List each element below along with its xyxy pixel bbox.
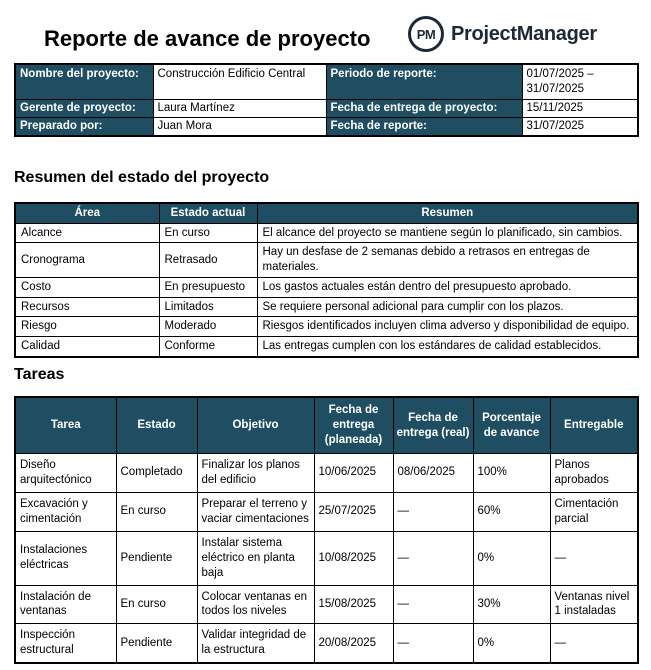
summary-cell: En presupuesto <box>159 277 257 297</box>
info-label: Fecha de entrega de proyecto: <box>326 99 522 117</box>
tasks-cell: Completado <box>116 453 197 492</box>
tasks-header-cell: Objetivo <box>197 397 314 453</box>
summary-cell: Riesgos identificados incluyen clima adverso y disponibilidad de equipo. <box>257 317 638 337</box>
tasks-cell: 100% <box>473 453 550 492</box>
tasks-header-cell: Estado <box>116 397 197 453</box>
tasks-cell: 0% <box>473 624 550 663</box>
info-row <box>15 99 638 117</box>
summary-row <box>15 337 638 357</box>
tasks-cell: Pendiente <box>116 624 197 663</box>
tasks-table <box>14 396 639 664</box>
tasks-cell: 10/06/2025 <box>314 453 393 492</box>
tasks-cell: 25/07/2025 <box>314 492 393 531</box>
info-row <box>15 117 638 135</box>
pm-logo-icon: PM <box>408 16 444 52</box>
info-value: Laura Martínez <box>153 99 326 117</box>
summary-table-body <box>15 223 638 357</box>
tasks-cell: En curso <box>116 492 197 531</box>
info-label: Preparado por: <box>15 117 153 135</box>
summary-cell: Los gastos actuales están dentro del presupuesto aprobado. <box>257 277 638 297</box>
info-value: 15/11/2025 <box>522 99 638 117</box>
info-value: 01/07/2025 – 31/07/2025 <box>522 64 638 99</box>
tasks-cell: — <box>393 585 473 624</box>
info-row <box>15 64 638 99</box>
summary-cell: Las entregas cumplen con los estándares de calidad establecidos. <box>257 337 638 357</box>
info-label: Nombre del proyecto: <box>15 64 153 99</box>
tasks-cell: 10/08/2025 <box>314 531 393 585</box>
summary-header-cell: Resumen <box>257 203 638 223</box>
tasks-row <box>15 531 638 585</box>
tasks-header-cell: Tarea <box>15 397 116 453</box>
summary-cell: Riesgo <box>15 317 159 337</box>
tasks-cell: 0% <box>473 531 550 585</box>
tasks-cell: Instalaciones eléctricas <box>15 531 116 585</box>
tasks-section-heading: Tareas <box>14 365 65 383</box>
tasks-cell: — <box>550 624 638 663</box>
tasks-row <box>15 624 638 663</box>
summary-header-cell: Estado actual <box>159 203 257 223</box>
tasks-row <box>15 492 638 531</box>
tasks-row <box>15 453 638 492</box>
summary-cell: Conforme <box>159 337 257 357</box>
tasks-cell: Ventanas nivel 1 instaladas <box>550 585 638 624</box>
tasks-cell: — <box>393 624 473 663</box>
status-summary-table <box>14 202 639 358</box>
summary-row <box>15 277 638 297</box>
summary-row <box>15 297 638 317</box>
tasks-cell: En curso <box>116 585 197 624</box>
tasks-cell: Validar integridad de la estructura <box>197 624 314 663</box>
summary-cell: Moderado <box>159 317 257 337</box>
tasks-cell: 20/08/2025 <box>314 624 393 663</box>
info-label: Fecha de reporte: <box>326 117 522 135</box>
summary-row <box>15 223 638 243</box>
info-label: Periodo de reporte: <box>326 64 522 99</box>
summary-cell: Calidad <box>15 337 159 357</box>
tasks-cell: 30% <box>473 585 550 624</box>
tasks-cell: Cimentación parcial <box>550 492 638 531</box>
logo-brand-text: ProjectManager <box>451 22 597 45</box>
tasks-cell: Planos aprobados <box>550 453 638 492</box>
tasks-cell: — <box>393 531 473 585</box>
summary-cell: Alcance <box>15 223 159 243</box>
tasks-header-cell: Fecha de entrega (planeada) <box>314 397 393 453</box>
info-label: Gerente de proyecto: <box>15 99 153 117</box>
summary-cell: Hay un desfase de 2 semanas debido a retrasos en entregas de materiales. <box>257 243 638 277</box>
tasks-cell: Preparar el terreno y vaciar cimentaciones <box>197 492 314 531</box>
tasks-cell: 60% <box>473 492 550 531</box>
tasks-cell: Diseño arquitectónico <box>15 453 116 492</box>
tasks-header-row <box>15 397 638 453</box>
project-info-table <box>14 63 639 136</box>
tasks-row <box>15 585 638 624</box>
tasks-cell: Instalar sistema eléctrico en planta baja <box>197 531 314 585</box>
info-table-body <box>15 64 638 135</box>
info-value: Construcción Edificio Central <box>153 64 326 99</box>
info-value: 31/07/2025 <box>522 117 638 135</box>
tasks-header-cell: Entregable <box>550 397 638 453</box>
tasks-cell: Colocar ventanas en todos los niveles <box>197 585 314 624</box>
info-value: Juan Mora <box>153 117 326 135</box>
tasks-cell: 15/08/2025 <box>314 585 393 624</box>
summary-row <box>15 243 638 277</box>
tasks-cell: — <box>393 492 473 531</box>
tasks-table-body <box>15 453 638 663</box>
page-title: Reporte de avance de proyecto <box>44 26 371 51</box>
summary-cell: Recursos <box>15 297 159 317</box>
summary-cell: En curso <box>159 223 257 243</box>
summary-cell: Limitados <box>159 297 257 317</box>
summary-header-row <box>15 203 638 223</box>
tasks-cell: 08/06/2025 <box>393 453 473 492</box>
summary-cell: Retrasado <box>159 243 257 277</box>
tasks-cell: Inspección estructural <box>15 624 116 663</box>
tasks-header-cell: Fecha de entrega (real) <box>393 397 473 453</box>
summary-cell: Costo <box>15 277 159 297</box>
projectmanager-logo <box>408 16 597 52</box>
tasks-header-cell: Porcentaje de avance <box>473 397 550 453</box>
summary-cell: Cronograma <box>15 243 159 277</box>
tasks-cell: — <box>550 531 638 585</box>
summary-section-heading: Resumen del estado del proyecto <box>14 168 270 186</box>
summary-row <box>15 317 638 337</box>
summary-cell: Se requiere personal adicional para cumplir con los plazos. <box>257 297 638 317</box>
summary-header-cell: Área <box>15 203 159 223</box>
tasks-cell: Pendiente <box>116 531 197 585</box>
tasks-cell: Finalizar los planos del edificio <box>197 453 314 492</box>
tasks-cell: Instalación de ventanas <box>15 585 116 624</box>
tasks-cell: Excavación y cimentación <box>15 492 116 531</box>
summary-cell: El alcance del proyecto se mantiene según lo planificado, sin cambios. <box>257 223 638 243</box>
